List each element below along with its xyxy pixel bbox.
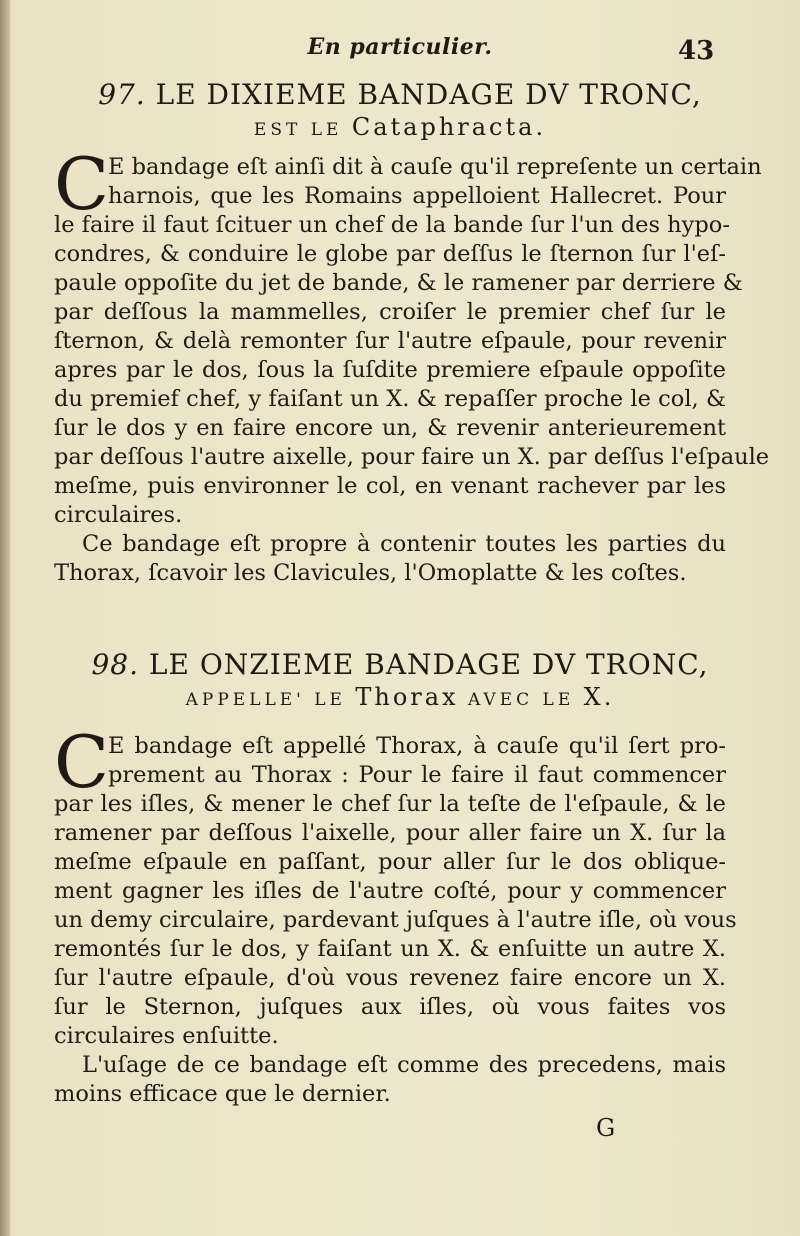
section-98-line: ment gagner les iſles de l'autre coſté, pour y commencer (54, 878, 726, 904)
section-98-line: E bandage eſt appellé Thorax, à cauſe qu'il ſert pro- (108, 733, 726, 759)
section-98-line: par les iſles, & mener le chef ſur la teſte de l'eſpaule, & le (54, 791, 726, 817)
page-number: 43 (678, 36, 715, 66)
section-97-line: par deſſous l'autre aixelle, pour faire un X. par deſſus l'eſpaule (54, 444, 770, 470)
section-98-subtitle (0, 683, 800, 711)
section-98-number: 98. (91, 648, 139, 681)
section-97-line: condres, & conduire le globe par deſſus le ſternon ſur l'eſ- (54, 241, 726, 267)
section-98-subtitle-big: Thorax (355, 683, 459, 711)
section-98-subtitle-small: APPELLE' LE (185, 690, 346, 710)
section-97-number: 97. (98, 78, 146, 111)
section-97-line: E bandage eſt ainſi dit à cauſe qu'il repreſente un certain (108, 154, 762, 180)
section-98-subtitle-big-2: X. (583, 683, 615, 711)
section-98-line: un demy circulaire, pardevant juſques à l'autre iſle, où vous (54, 907, 737, 933)
section-97-line: circulaires. (54, 502, 183, 528)
section-98-para2-line: moins efficace que le dernier. (54, 1081, 391, 1107)
signature-mark: G (596, 1114, 616, 1142)
section-97-dropcap: C (54, 142, 110, 226)
section-98-line: ramener par deſſous l'aixelle, pour aller faire un X. ſur la (54, 820, 726, 846)
section-97-subtitle-big: Cataphracta. (351, 113, 547, 141)
section-97-title: LE DIXIEME BANDAGE DV TRONC, (155, 78, 702, 111)
section-98-dropcap: C (54, 720, 110, 804)
section-98-heading (0, 648, 800, 681)
section-97-line: le faire il faut ſcituer un chef de la bande ſur l'un des hypo- (54, 212, 730, 238)
section-97-subtitle-small: EST LE (253, 120, 343, 140)
section-97-line: du premief chef, y faiſant un X. & repaſſer proche le col, & (54, 386, 726, 412)
section-97-heading (0, 78, 800, 111)
section-98-para2-line: L'uſage de ce bandage eſt comme des precedens, mais (82, 1052, 726, 1078)
section-98-line: ſur le Sternon, juſques aux iſles, où vous faites vos (54, 994, 726, 1020)
section-98-line: meſme eſpaule en paſſant, pour aller ſur le dos oblique- (54, 849, 726, 875)
section-97-line: par deſſous la mammelles, croiſer le premier chef ſur le (54, 299, 726, 325)
section-98-line: ſur l'autre eſpaule, d'où vous revenez faire encore un X. (54, 965, 726, 991)
section-97-subtitle (0, 113, 800, 141)
section-98-title: LE ONZIEME BANDAGE DV TRONC, (148, 648, 709, 681)
section-98-line: prement au Thorax : Pour le faire il faut commencer (108, 762, 726, 788)
section-97-line: meſme, puis environner le col, en venant rachever par les (54, 473, 726, 499)
running-title: En particulier. (307, 34, 493, 60)
section-97-line: apres par le dos, ſous la ſuſdite premiere eſpaule oppoſite (54, 357, 726, 383)
page-gutter (0, 0, 10, 1236)
section-98-line: remontés ſur le dos, y faiſant un X. & enſuitte un autre X. (54, 936, 726, 962)
section-97-line: ſternon, & delà remonter ſur l'autre eſpaule, pour revenir (54, 328, 726, 354)
section-98-subtitle-small-2: AVEC LE (468, 690, 575, 710)
section-97-para2-line: Ce bandage eſt propre à contenir toutes les parties du (82, 531, 726, 557)
section-97-para2-line: Thorax, ſcavoir les Clavicules, l'Omoplatte & les coſtes. (54, 560, 687, 586)
section-98-line: circulaires enſuitte. (54, 1023, 279, 1049)
section-97-line: harnois, que les Romains appelloient Hallecret. Pour (108, 183, 726, 209)
section-97-line: paule oppoſite du jet de bande, & le ramener par derriere & (54, 270, 743, 296)
section-97-line: ſur le dos y en faire encore un, & revenir anterieurement (54, 415, 726, 441)
